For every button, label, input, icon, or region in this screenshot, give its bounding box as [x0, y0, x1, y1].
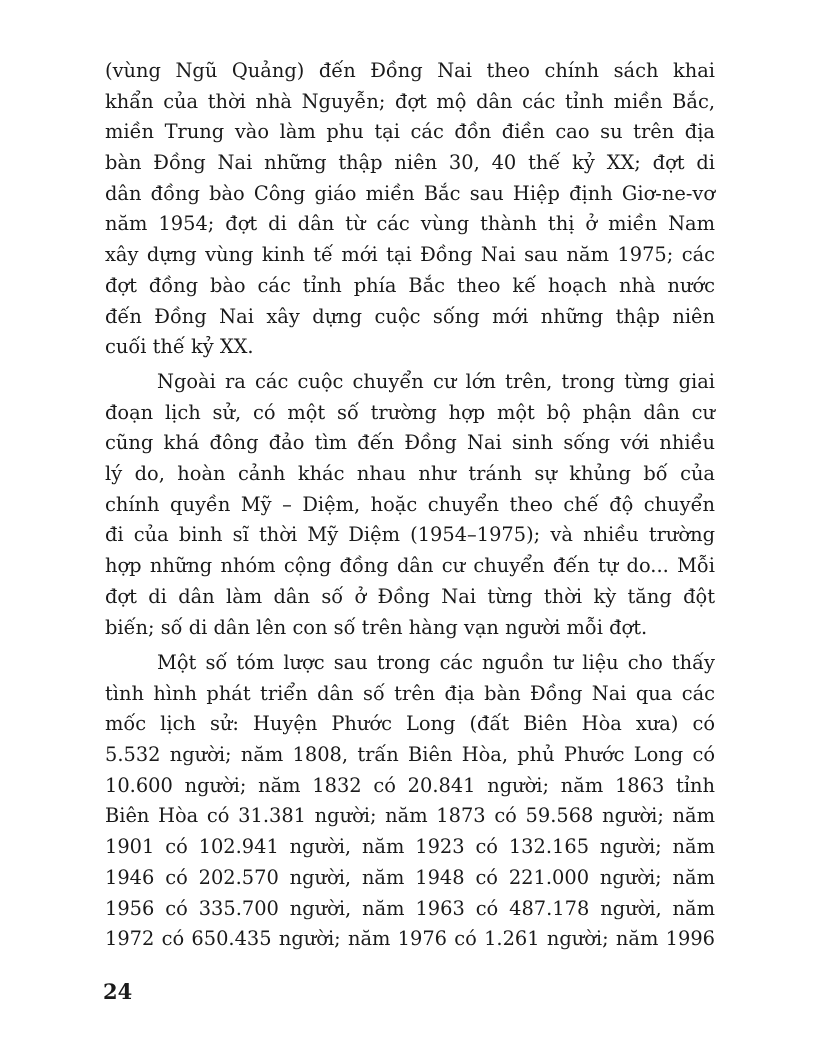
text-line: cũng khá đông đảo tìm đến Đồng Nai sinh sống với nhiều [105, 431, 715, 455]
text-line: đoạn lịch sử, có một số trường hợp một bộ phận dân cư [105, 400, 715, 424]
text-line: 10.600 người; năm 1832 có 20.841 người; năm 1863 tỉnh [105, 773, 715, 797]
text-line: 1946 có 202.570 người, năm 1948 có 221.000 người; năm [105, 865, 715, 889]
text-line: biến; số di dân lên con số trên hàng vạn người mỗi đợt. [105, 615, 648, 639]
text-line: mốc lịch sử: Huyện Phước Long (đất Biên Hòa xưa) có [105, 712, 715, 736]
text-line: 1972 có 650.435 người; năm 1976 có 1.261 người; năm 1996 [105, 927, 715, 951]
text-line: khẩn của thời nhà Nguyễn; đợt mộ dân các tỉnh miền Bắc, [105, 89, 715, 113]
text-line: miền Trung vào làm phu tại các đồn điền cao su trên địa [105, 120, 715, 144]
paragraph-1 [105, 56, 715, 363]
text-line: Ngoài ra các cuộc chuyển cư lớn trên, trong từng giai [157, 370, 715, 393]
text-line: (vùng Ngũ Quảng) đến Đồng Nai theo chính sách khai [105, 59, 715, 82]
text-line: 1956 có 335.700 người, năm 1963 có 487.178 người, năm [105, 896, 715, 920]
text-line: năm 1954; đợt di dân từ các vùng thành thị ở miền Nam [105, 212, 715, 236]
text-line: đến Đồng Nai xây dựng cuộc sống mới những thập niên [105, 304, 715, 328]
text-line: cuối thế kỷ XX. [105, 335, 254, 359]
text-line: hợp những nhóm cộng đồng dân cư chuyển đến tự do... Mỗi [105, 554, 715, 578]
page-number: 24 [103, 979, 133, 1004]
text-line: lý do, hoàn cảnh khác nhau như tránh sự khủng bố của [105, 462, 715, 486]
text-line: dân đồng bào Công giáo miền Bắc sau Hiệp định Giơ-ne-vơ [105, 181, 715, 205]
text-line: Một số tóm lược sau trong các nguồn tư liệu cho thấy [157, 651, 715, 674]
paragraph-2 [105, 367, 715, 643]
text-line: chính quyền Mỹ – Diệm, hoặc chuyển theo chế độ chuyển [105, 492, 715, 516]
text-line: đợt đồng bào các tỉnh phía Bắc theo kế hoạch nhà nước [105, 273, 715, 297]
text-line: bàn Đồng Nai những thập niên 30, 40 thế kỷ XX; đợt di [105, 151, 715, 175]
text-line: Biên Hòa có 31.381 người; năm 1873 có 59.568 người; năm [105, 804, 715, 828]
paragraph-3 [105, 648, 715, 955]
text-line: 1901 có 102.941 người, năm 1923 có 132.165 người; năm [105, 835, 715, 859]
text-line: xây dựng vùng kinh tế mới tại Đồng Nai sau năm 1975; các [105, 243, 715, 267]
text-line: 5.532 người; năm 1808, trấn Biên Hòa, phủ Phước Long có [105, 743, 715, 767]
text-line: đi của binh sĩ thời Mỹ Diệm (1954–1975); và nhiều trường [105, 523, 715, 547]
text-line: tình hình phát triển dân số trên địa bàn Đồng Nai qua các [105, 681, 715, 705]
text-line: đợt di dân làm dân số ở Đồng Nai từng thời kỳ tăng đột [105, 584, 715, 608]
